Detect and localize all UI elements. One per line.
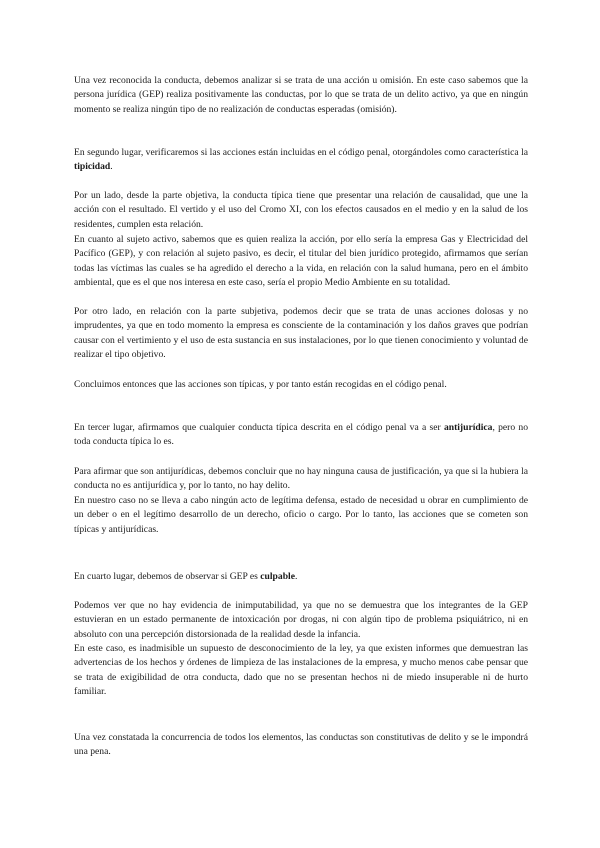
paragraph-typicity-conclusion: Concluimos entonces que las acciones son típicas, y por tanto están recogidas en el código penal. — [74, 379, 447, 390]
paragraph-action-omission: Una vez reconocida la conducta, debemos analizar si se trata de una acción u omisión. En este caso sabemos que la persona jurídica (GEP) realiza positivamente las conductas, por lo que se trata de un delito activo, ya que en ningún momento se realiza ningún tipo de no realización de conductas esperadas (omisión). — [74, 75, 528, 115]
paragraph-text: . — [294, 571, 298, 582]
keyword-tipicidad: tipicidad — [74, 161, 111, 173]
paragraph-subjective-part: Por otro lado, en relación con la parte subjetiva, podemos decir que se trata de unas acciones dolosas y no imprudentes, ya que en todo momento la empresa es consciente de la contaminación y los daños graves que podrían causar con el vertimiento y el uso de esta sustancia en sus instalaciones, por lo que tienen conocimiento y voluntad de realizar el tipo objetivo. — [74, 306, 528, 361]
paragraph-law-ignorance: En este caso, es inadmisible un supuesto de desconocimiento de la ley, ya que existen informes que demuestran las advertencias de los hechos y órdenes de limpieza de las instalaciones de la empresa, y mucho menos cabe pensar que se trata de exigibilidad de otra conducta, dado que no se presentan hechos ni de miedo insuperable ni de hurto familiar. — [74, 643, 528, 698]
paragraph-text: En segundo lugar, verificaremos si las acciones están incluidas en el código penal, otorgándoles como característica la — [74, 147, 528, 158]
paragraph-typicity-intro — [74, 146, 528, 175]
paragraph-objective-part: Por un lado, desde la parte objetiva, la conducta típica tiene que presentar una relación de causalidad, que une la acción con el resultado. El vertido y el uso del Cromo XI, con los efectos causados en el medio y en la salud de los residentes, cumplen esta relación. — [74, 190, 528, 230]
keyword-culpable: culpable — [260, 571, 295, 582]
paragraph-text: . — [110, 161, 113, 173]
paragraph-imputability: Podemos ver que no hay evidencia de inimputabilidad, ya que no se demuestra que los integrantes de la GEP estuvieran en un estado permanente de intoxicación por drogas, ni con algún tipo de problema psiquiátrico, ni en absoluto con una percepción distorsionada de la realidad desde la infancia. — [74, 600, 528, 640]
paragraph-justification: Para afirmar que son antijurídicas, debemos concluir que no hay ninguna causa de justificación, ya que si la hubiera la conducta no es antijurídica y, por lo tanto, no hay delito. — [74, 466, 528, 492]
paragraph-no-justification-causes: En nuestro caso no se lleva a cabo ningún acto de legítima defensa, estado de necesidad u obrar en cumplimiento de un deber o en el legítimo desarrollo de un derecho, oficio o cargo. Por lo tanto, las acciones que se cometen son típicas y antijurídicas. — [74, 495, 528, 535]
paragraph-antijuridicity-intro — [74, 421, 528, 450]
keyword-antijuridica: antijurídica — [443, 422, 493, 433]
paragraph-text: En tercer lugar, afirmamos que cualquier conducta típica descrita en el código penal va a ser — [74, 422, 444, 433]
paragraph-text: En cuarto lugar, debemos de observar si GEP es — [74, 571, 261, 582]
paragraph-final-conclusion: Una vez constatada la concurrencia de todos los elementos, las conductas son constitutivas de delito y se le impondrá una pena. — [74, 732, 528, 758]
paragraph-text: , pero no toda conducta típica lo es. — [74, 422, 528, 448]
paragraph-culpability-intro — [74, 570, 528, 584]
paragraph-active-passive-subject: En cuanto al sujeto activo, sabemos que es quien realiza la acción, por ello sería la empresa Gas y Electricidad del Pacífico (GEP), y con relación al sujeto pasivo, es decir, el titular del bien jurídico protegido, afirmamos que serían todas las víctimas las cuales se ha agredido el derecho a la vida, en relación con la salud humana, pero en el ámbito ambiental, que es el que nos interesa en este caso, sería el propio Medio Ambiente en su totalidad. — [74, 234, 528, 289]
